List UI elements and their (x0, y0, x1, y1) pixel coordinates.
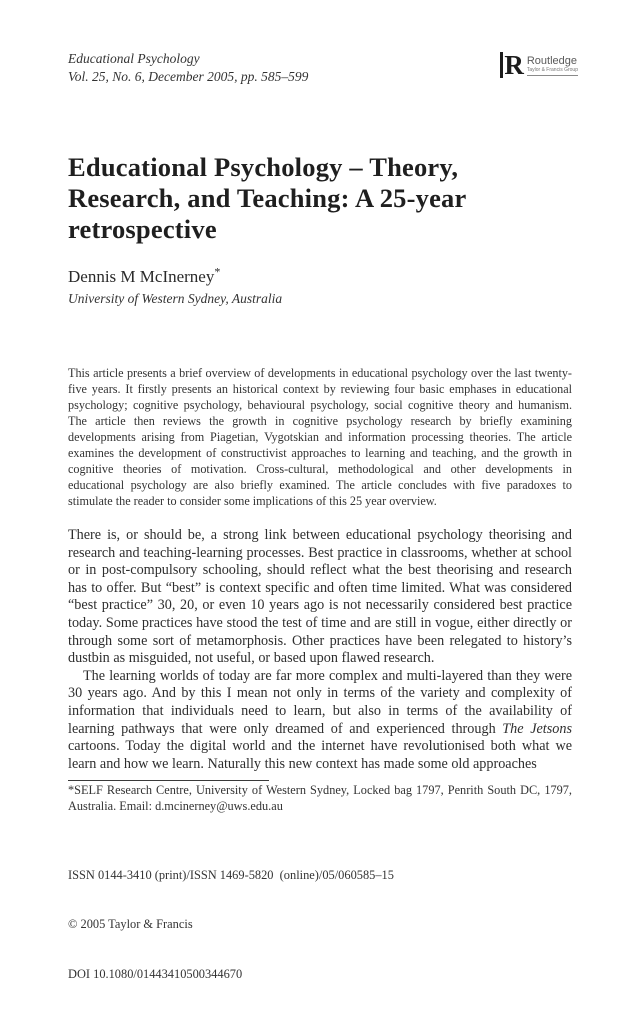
imprint-block (68, 834, 572, 1015)
body-paragraph-2 (68, 668, 572, 774)
article-title: Educational Psychology – Theory, Research, and Teaching: A 25-year retrospective (68, 152, 466, 244)
routledge-logo (500, 52, 578, 78)
journal-issue-line: Vol. 25, No. 6, December 2005, pp. 585–599 (68, 69, 309, 84)
copyright-line: © 2005 Taylor & Francis (68, 917, 193, 932)
publisher-group-name: Taylor & Francis Group (527, 67, 578, 76)
author-affiliation: University of Western Sydney, Australia (68, 291, 283, 306)
journal-info (68, 50, 308, 86)
body-paragraph-1: There is, or should be, a strong link between educational psychology theorising and research and teaching-learning processes. Best practice in classrooms, whether at school or in post-compulsory schooling, should reflect what the best theorising and research has to offer. But “best” is context specific and often time limited. What was considered “best practice” 30, 20, or even 10 years ago is not necessarily considered best practice today. Some practices have stood the test of time and are still in vogue, either directly or through some sort of metamorphosis. Other practices have been relegated to history’s dustbin as misguided, not useful, or based upon flawed research. (68, 527, 572, 667)
article-body (68, 527, 572, 773)
jetsons-title-italic: The Jetsons (502, 720, 572, 737)
body-paragraph-2-start: The learning worlds of today are far more complex and multi-layered than they were 30 years ago. And by this I mean not only in terms of the variety and complexity of information that individuals need to learn, but also in terms of the availability of learning pathways that were only dreamed of and experienced through (68, 667, 572, 737)
footnote-body: SELF Research Centre, University of Western Sydney, Locked bag 1797, Penrith South DC, 1797, Australia. Email: d.mcinerney@uws.edu.au (68, 783, 572, 814)
routledge-logo-text (527, 52, 578, 76)
issn-line: ISSN 0144-3410 (print)/ISSN 1469-5820 (online)/05/060585–15 (68, 867, 394, 882)
author-name-text: Dennis M McInerney (68, 267, 215, 286)
author-block (68, 266, 572, 307)
author-footnote-marker: * (214, 264, 221, 279)
routledge-r-icon: R (500, 52, 523, 78)
abstract-text: This article presents a brief overview of developments in educational psychology over the last twenty-five years. It firstly presents an historical context by reviewing four basic emphases in educational psychology; cognitive psychology, behavioural psychology, social cognitive theory and humanism. The article then reviews the growth in cognitive psychology research by briefly examining developments arising from Piagetian, Vygotskian and information processing theories. The article examines the development of constructivist approaches to learning and teaching, and the growth in cognitive theories of motivation. Cross-cultural, methodological and other developments in educational psychology are also briefly examined. The article concludes with five paradoxes to stimulate the reader to consider some implications of this 25 year overview. (68, 366, 572, 508)
doi-line: DOI 10.1080/01443410500344670 (68, 966, 243, 981)
journal-name: Educational Psychology (68, 51, 200, 66)
journal-masthead (68, 50, 578, 86)
footnote-marker: * (68, 783, 75, 798)
body-paragraph-2-end: cartoons. Today the digital world and the internet have revolutionised both what we learn and how we learn. Naturally this new context has made some old approaches (68, 738, 572, 772)
footnote-rule (68, 780, 269, 781)
author-name (68, 266, 572, 287)
footnote-text (68, 783, 572, 815)
publisher-name: Routledge (526, 55, 578, 67)
